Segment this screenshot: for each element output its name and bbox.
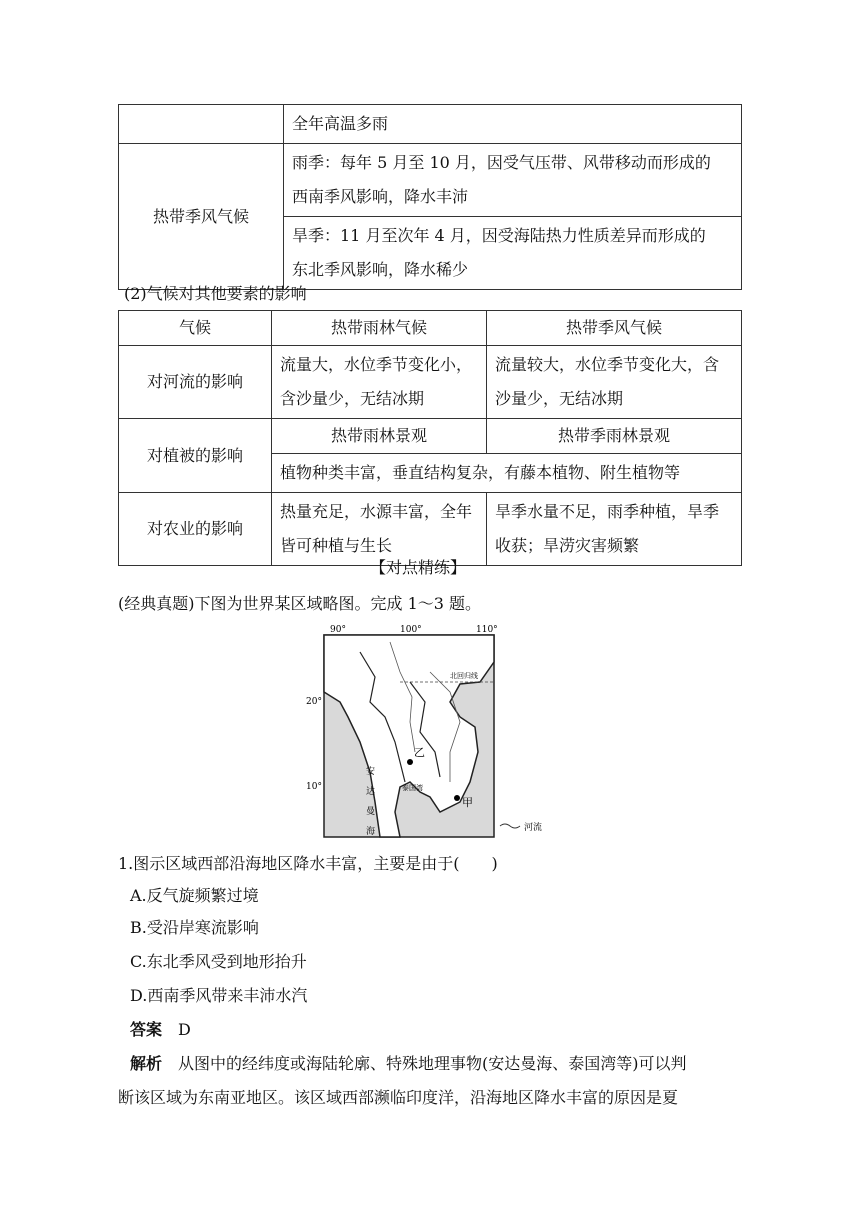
header-climate: 气候 (119, 311, 272, 346)
section-title: (2)气候对其他要素的影响 (124, 284, 307, 303)
climate-influence-table (118, 310, 742, 566)
header-monsoon: 热带季风气候 (487, 311, 742, 346)
lon-label-90: 90° (330, 625, 346, 635)
point-yi-label: 乙 (414, 746, 425, 759)
sea-char-4: 海 (366, 827, 376, 837)
analysis-line1 (130, 1054, 687, 1074)
empty-cell (119, 105, 284, 144)
point-jia-marker (454, 795, 460, 801)
dry-season-line2: 东北季风影响，降水稀少 (292, 260, 469, 279)
river-monsoon-line1: 流量较大，水位季节变化大，含 (495, 355, 720, 374)
region-map (300, 622, 560, 840)
sea-char-1: 安 (366, 767, 376, 777)
rainforest-feature-cell: 全年高温多雨 (284, 105, 742, 144)
tropic-label: 北回归线 (450, 672, 478, 680)
option-a: A.反气旋频繁过境 (130, 886, 259, 905)
river-rainforest-cell (272, 346, 487, 419)
agri-rainforest-line1: 热量充足，水源丰富，全年 (280, 502, 473, 521)
lon-label-110: 110° (476, 625, 498, 635)
sea-char-3: 曼 (366, 807, 376, 817)
header-rainforest: 热带雨林气候 (272, 311, 487, 346)
river-monsoon-cell (487, 346, 742, 419)
analysis-text-1: 从图中的经纬度或海陆轮廓、特殊地理事物(安达曼海、泰国湾等)可以判 (178, 1054, 687, 1073)
veg-label: 对植被的影响 (119, 419, 272, 493)
option-b: B.受沿岸寒流影响 (130, 918, 259, 937)
river-rainforest-line2: 含沙量少，无结冰期 (280, 389, 425, 408)
option-d: D.西南季风带来丰沛水汽 (130, 986, 308, 1005)
analysis-label: 解析 (130, 1054, 163, 1073)
sea-char-2: 达 (366, 787, 376, 797)
river-label: 对河流的影响 (119, 346, 272, 419)
veg-common-cell: 植物种类丰富，垂直结构复杂，有藤本植物、附生植物等 (272, 454, 742, 493)
veg-monsoon-cell: 热带季雨林景观 (487, 419, 742, 454)
rainy-season-line2: 西南季风影响，降水丰沛 (292, 187, 469, 206)
answer-value: D (178, 1020, 191, 1039)
river-monsoon-line2: 沙量少，无结冰期 (495, 389, 624, 408)
river-legend-label: 河流 (524, 823, 543, 833)
analysis-line2: 断该区域为东南亚地区。该区域西部濒临印度洋，沿海地区降水丰富的原因是夏 (118, 1088, 679, 1107)
lon-label-100: 100° (400, 625, 422, 635)
question-stem: 1.图示区域西部沿海地区降水丰富，主要是由于( ) (118, 854, 498, 873)
dry-season-cell (284, 217, 742, 290)
agri-monsoon-cell (487, 493, 742, 566)
monsoon-climate-label: 热带季风气候 (119, 144, 284, 290)
point-jia-label: 甲 (462, 796, 473, 809)
rainy-season-cell (284, 144, 742, 217)
river-rainforest-line1: 流量大，水位季节变化小， (280, 355, 473, 374)
option-c: C.东北季风受到地形抬升 (130, 952, 307, 971)
veg-rainforest-cell: 热带雨林景观 (272, 419, 487, 454)
point-yi-marker (407, 759, 413, 765)
lat-label-10: 10° (306, 782, 322, 792)
climate-table-top (118, 104, 742, 290)
lat-label-20: 20° (306, 697, 322, 707)
rainy-season-line1: 雨季：每年 5 月至 10 月，因受气压带、风带移动而形成的 (292, 153, 711, 172)
practice-title: 【对点精练】 (370, 558, 467, 577)
agri-rainforest-line2: 皆可种植与生长 (280, 536, 393, 555)
dry-season-line1: 旱季：11 月至次年 4 月，因受海陆热力性质差异而形成的 (292, 226, 706, 245)
answer-line (130, 1020, 191, 1040)
gulf-label: 泰国湾 (402, 784, 423, 792)
intro-text: (经典真题)下图为世界某区域略图。完成 1～3 题。 (118, 594, 482, 613)
agri-monsoon-line2: 收获；旱涝灾害频繁 (495, 536, 640, 555)
agri-rainforest-cell (272, 493, 487, 566)
agri-monsoon-line1: 旱季水量不足，雨季种植，旱季 (495, 502, 720, 521)
river-legend-icon (500, 824, 520, 828)
agri-label: 对农业的影响 (119, 493, 272, 566)
answer-label: 答案 (130, 1020, 163, 1039)
